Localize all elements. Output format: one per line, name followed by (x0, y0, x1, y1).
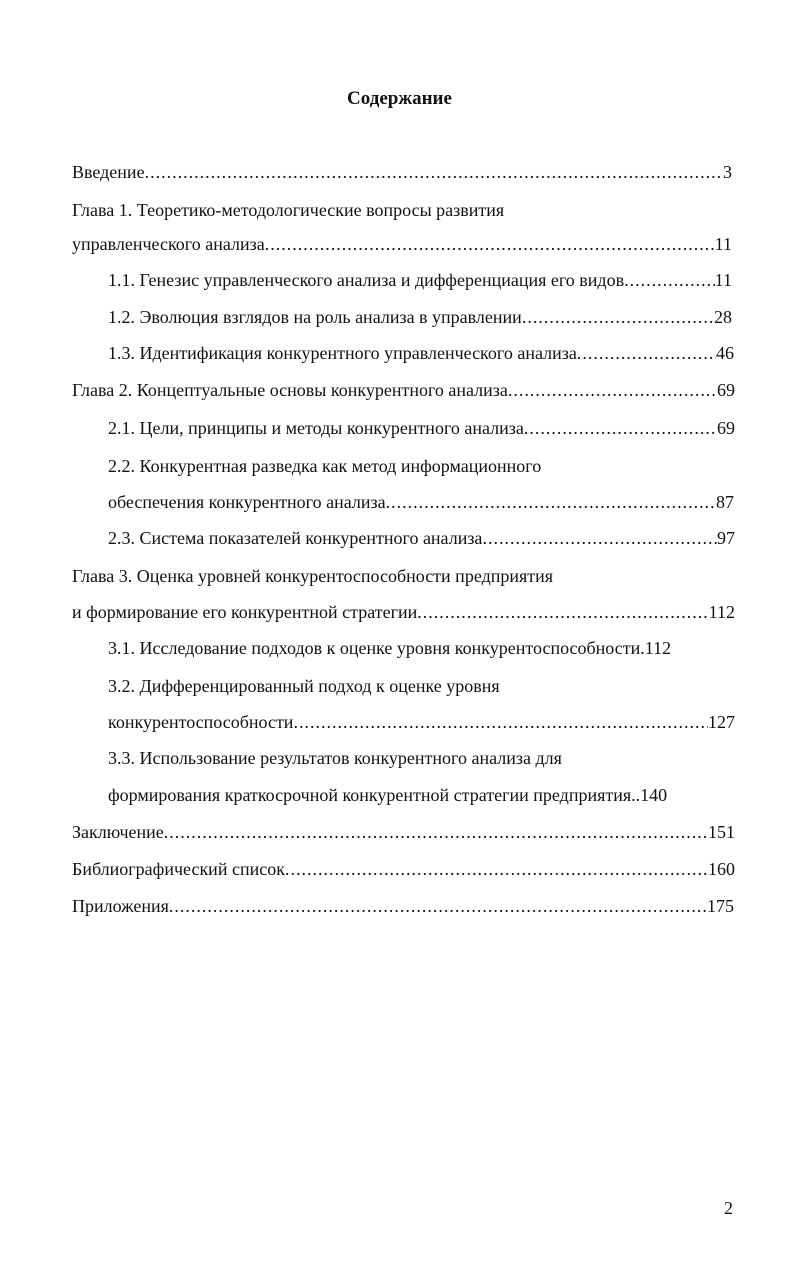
toc-leader-dots (508, 375, 717, 405)
toc-entry-page: 97 (717, 528, 735, 548)
toc-entry-text: Библиографический список (72, 859, 285, 879)
toc-entry-text: 3.1. Исследование подходов к оценке уровня конкурентоспособности. (108, 638, 645, 658)
toc-entry-page: 46 (716, 343, 734, 363)
toc-entry-text: Введение (72, 162, 145, 182)
toc-entry-text: 2.1. Цели, принципы и методы конкурентного анализа (108, 418, 524, 438)
toc-entry-page: 69 (717, 380, 735, 400)
toc-entry-page: 87 (716, 492, 734, 512)
toc-leader-dots (164, 817, 708, 847)
toc-leader-dots (265, 229, 715, 259)
toc-leader-dots (145, 157, 723, 187)
toc-entry-chapter-2[interactable] (72, 375, 735, 405)
toc-leader-dots (577, 338, 716, 368)
toc-entry-page: 175 (707, 896, 734, 916)
toc-entry-bibliography[interactable] (72, 854, 735, 884)
toc-entry-3-1[interactable] (108, 633, 736, 663)
toc-entry-page: 3 (723, 162, 732, 182)
toc-entry-text: и формирование его конкурентной стратегии (72, 602, 418, 622)
page-number: 2 (724, 1198, 733, 1218)
toc-leader-dots (417, 597, 708, 627)
toc-entry-conclusion[interactable] (72, 817, 735, 847)
toc-entry-text: формирования краткосрочной конкурентной стратегии предприятия.. (108, 785, 641, 805)
toc-entry-chapter-1[interactable] (72, 229, 732, 259)
toc-entry-chapter-1-title[interactable]: Глава 1. Теоретико-методологические вопросы развития (72, 200, 505, 220)
toc-entry-2-2[interactable] (108, 487, 734, 517)
toc-leader-dots (169, 891, 707, 921)
toc-entry-text: 1.2. Эволюция взглядов на роль анализа в управлении (108, 307, 522, 327)
toc-leader-dots (482, 523, 717, 553)
toc-entry-1-3[interactable] (108, 338, 734, 368)
toc-entry-text: Заключение (72, 822, 164, 842)
toc-entry-2-2-title[interactable]: 2.2. Конкурентная разведка как метод информационного (108, 456, 542, 476)
toc-entry-page: 28 (714, 307, 732, 327)
toc-leader-dots (522, 302, 714, 332)
toc-entry-page: 112 (708, 602, 735, 622)
toc-entry-page: 160 (708, 859, 735, 879)
toc-entry-2-1[interactable] (108, 413, 735, 443)
toc-leader-dots (386, 487, 716, 517)
toc-entry-page: 112 (644, 638, 672, 658)
toc-entry-3-2[interactable] (108, 707, 735, 737)
toc-leader-dots (285, 854, 708, 884)
toc-entry-page: 11 (714, 270, 732, 290)
toc-leader-dots (624, 265, 715, 295)
toc-entry-1-2[interactable] (108, 302, 732, 332)
toc-entry-chapter-3-title[interactable]: Глава 3. Оценка уровней конкурентоспособности предприятия (72, 566, 554, 586)
toc-entry-chapter-3[interactable] (72, 597, 735, 627)
toc-entry-appendices[interactable] (72, 891, 734, 921)
toc-entry-text: Глава 2. Концептуальные основы конкурентного анализа (72, 380, 508, 400)
toc-entry-page: 127 (708, 712, 735, 732)
toc-entry-introduction[interactable] (72, 157, 732, 187)
toc-entry-text: Приложения (72, 896, 169, 916)
toc-leader-dots (293, 707, 708, 737)
toc-entry-page: 11 (714, 234, 732, 254)
toc-entry-text: конкурентоспособности (108, 712, 294, 732)
toc-entry-1-1[interactable] (108, 265, 732, 295)
toc-entry-text: 1.1. Генезис управленческого анализа и дифференциация его видов (108, 270, 625, 290)
toc-entry-3-3-title[interactable]: 3.3. Использование результатов конкурентного анализа для (108, 748, 562, 768)
toc-entry-text: обеспечения конкурентного анализа (108, 492, 386, 512)
toc-entry-2-3[interactable] (108, 523, 735, 553)
toc-entry-page: 151 (708, 822, 735, 842)
toc-entry-page: 69 (717, 418, 735, 438)
toc-entry-text: управленческого анализа (72, 234, 265, 254)
toc-entry-text: 1.3. Идентификация конкурентного управленческого анализа (108, 343, 577, 363)
toc-entry-page: 140 (640, 785, 668, 805)
toc-leader-dots (524, 413, 717, 443)
page-title: Содержание (347, 88, 452, 109)
toc-entry-3-3[interactable] (108, 780, 734, 810)
toc-entry-text: 2.3. Система показателей конкурентного анализа (108, 528, 483, 548)
toc-entry-3-2-title[interactable]: 3.2. Дифференцированный подход к оценке уровня (108, 676, 500, 696)
